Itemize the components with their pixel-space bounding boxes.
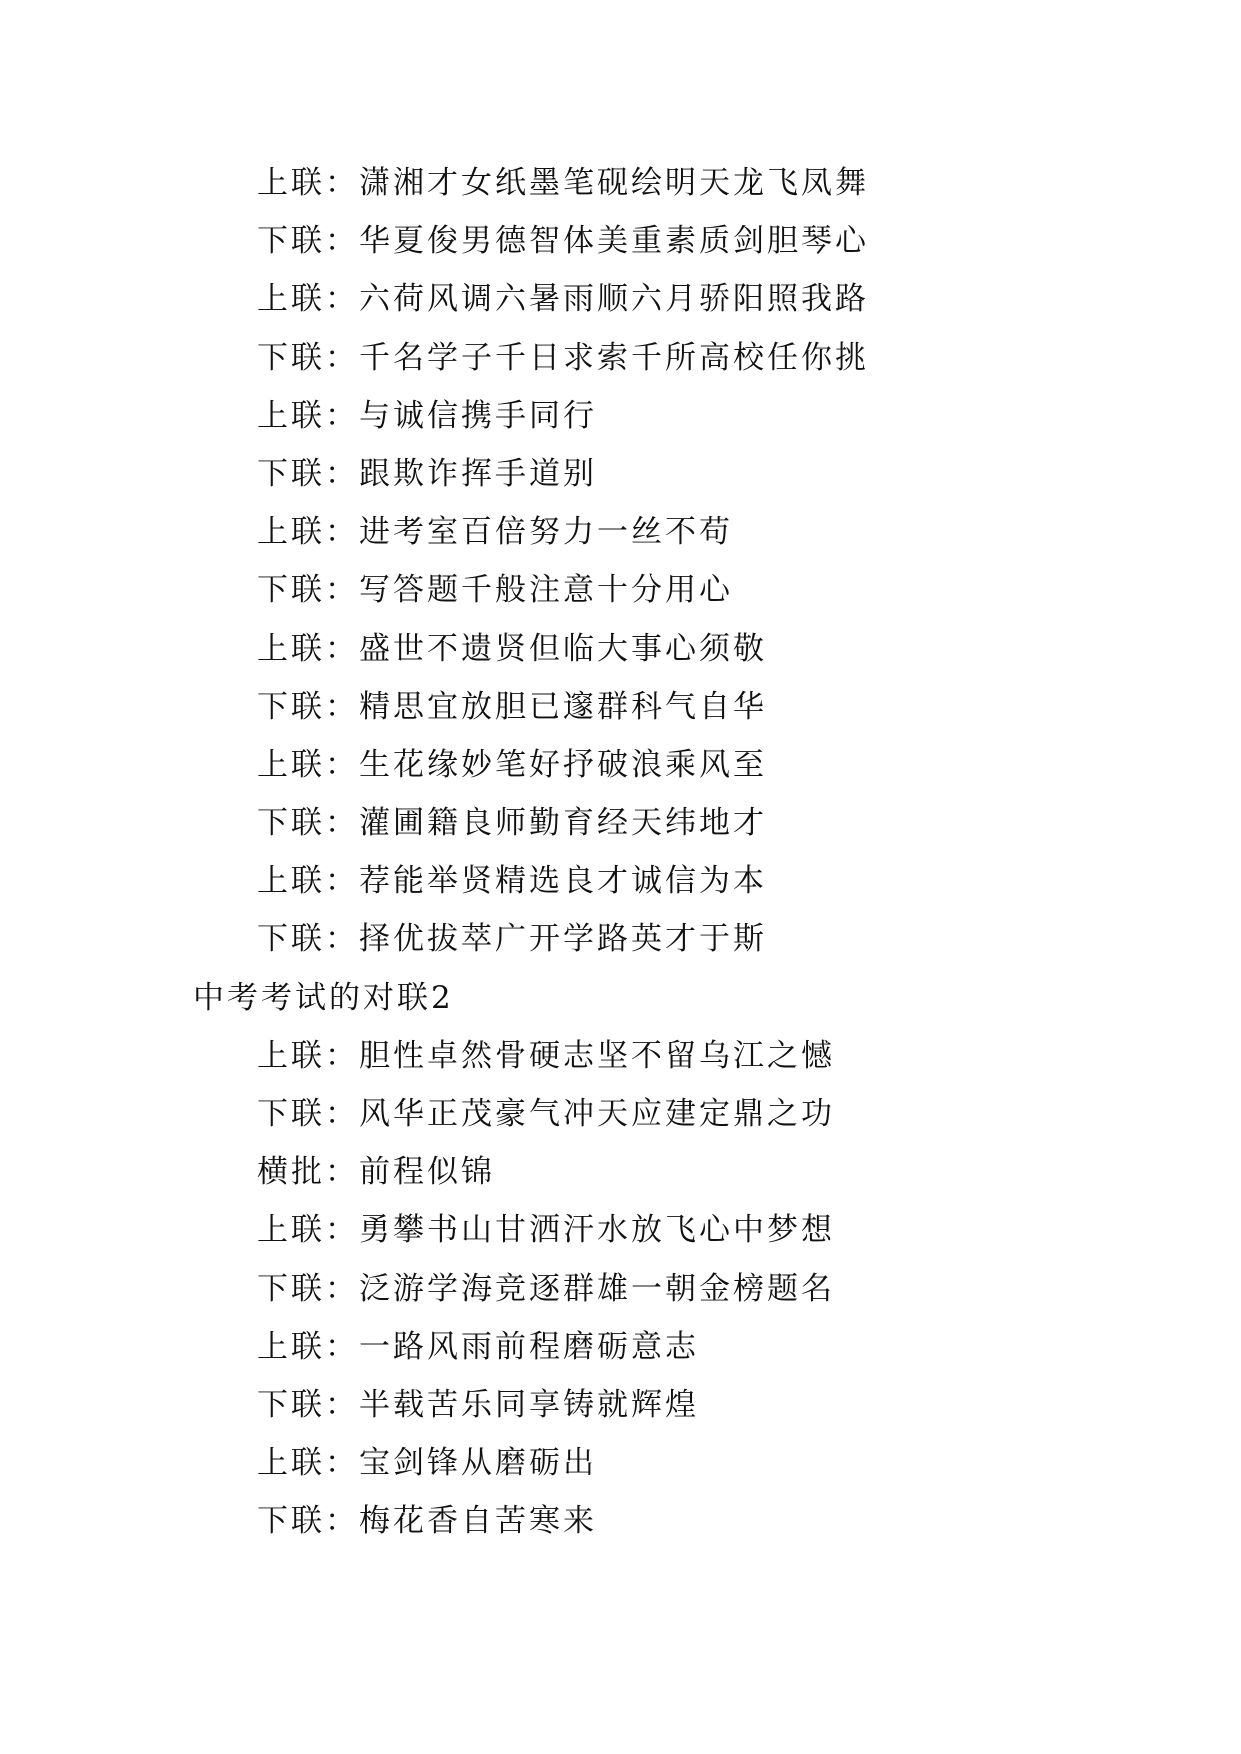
couplet-line: 上联：潇湘才女纸墨笔砚绘明天龙飞凤舞: [257, 165, 869, 201]
couplet-line: 上联：一路风雨前程磨砺意志: [257, 1328, 699, 1365]
couplet-line: 下联：跟欺诈挥手道别: [257, 455, 597, 492]
couplet-line: 上联：与诚信携手同行: [257, 397, 597, 434]
couplet-line: 上联：六荷风调六暑雨顺六月骄阳照我路: [257, 281, 869, 318]
couplet-line: 下联：华夏俊男德智体美重素质剑胆琴心: [257, 223, 869, 260]
couplet-line: 上联：进考室百倍努力一丝不苟: [257, 514, 733, 551]
couplet-line: 上联：胆性卓然骨硬志坚不留乌江之憾: [257, 1037, 835, 1074]
couplet-line: 下联：灌圃籍良师勤育经天纬地才: [257, 805, 767, 842]
couplet-line: 下联：泛游学海竞逐群雄一朝金榜题名: [257, 1270, 835, 1307]
couplet-line: 上联：生花缘妙笔好抒破浪乘风至: [257, 746, 767, 783]
couplet-line: 上联：盛世不遗贤但临大事心须敬: [257, 630, 767, 667]
couplet-line: 横批：前程似锦: [257, 1154, 495, 1191]
couplet-line: 上联：宝剑锋从磨砺出: [257, 1445, 597, 1482]
document-body: [0, 154, 1241, 1551]
couplet-line: 下联：择优拔萃广开学路英才于斯: [257, 921, 767, 958]
couplet-line: 上联：荐能举贤精选良才诚信为本: [257, 863, 767, 900]
couplet-line: 下联：风华正茂豪气冲天应建定鼎之功: [257, 1096, 835, 1132]
couplet-line: 下联：千名学子千日求索千所高校任你挑: [257, 339, 869, 376]
couplet-line: 下联：半载苦乐同享铸就辉煌: [257, 1386, 699, 1423]
couplet-line: 下联：梅花香自苦寒来: [257, 1503, 597, 1540]
section-heading: 中考考试的对联2: [193, 979, 454, 1016]
couplet-line: 上联：勇攀书山甘洒汗水放飞心中梦想: [257, 1212, 835, 1249]
couplet-line: 下联：写答题千般注意十分用心: [257, 572, 733, 609]
couplet-line: 下联：精思宜放胆已邃群科气自华: [257, 688, 767, 725]
